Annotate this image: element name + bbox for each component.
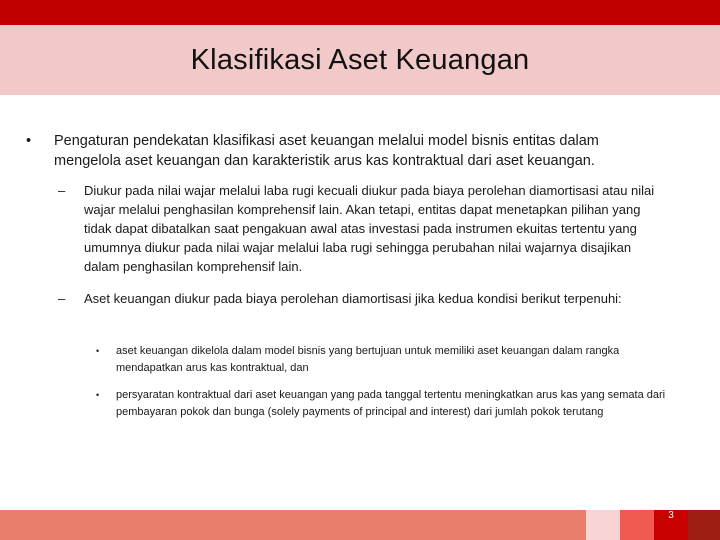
bullet-level2-item bbox=[58, 181, 668, 276]
page-number: 3 bbox=[668, 510, 674, 521]
bullet-marker: • bbox=[96, 346, 100, 356]
bullet-text: Diukur pada nilai wajar melalui laba rugi kecuali diukur pada biaya perolehan diamortisasi atau nilai wajar melalui penghasilan komprehensif lain. Akan tetapi, entitas dapat menetapkan pilihan yang tidak dapat dibatalkan saat pengakuan awal atas investasi pada instrumen ekuitas tertentu yang umumnya diukur pada nilai wajar melalui laba rugi sehingga perubahan nilai wajarnya disajikan dalam penghasilan komprehensif lain. bbox=[84, 183, 655, 274]
bullet-text: persyaratan kontraktual dari aset keuangan yang pada tanggal tertentu meningkatkan arus kas yang semata dari pembayaran pokok dan bunga (solely payments of principal and interest) dari jumlah pokok terutang bbox=[116, 389, 666, 418]
footer-square-dark bbox=[688, 510, 720, 540]
footer-square-light bbox=[586, 510, 620, 540]
footer-square-medium bbox=[620, 510, 654, 540]
slide-title: Klasifikasi Aset Keuangan bbox=[190, 43, 530, 76]
bullet-text: aset keuangan dikelola dalam model bisnis yang bertujuan untuk memiliki aset keuangan dalam rangka mendapatkan arus kas kontraktual, dan bbox=[116, 345, 620, 374]
top-accent-bar bbox=[0, 0, 720, 25]
title-band bbox=[0, 25, 720, 95]
bullet-text: Pengaturan pendekatan klasifikasi aset keuangan melalui model bisnis entitas dalam mengelola aset keuangan dan karakteristik arus kas kontraktual dari aset keuangan. bbox=[54, 133, 599, 169]
bullet-level3-item bbox=[96, 387, 666, 421]
bullet-text: Aset keuangan diukur pada biaya perolehan diamortisasi jika kedua kondisi berikut terpenuhi: bbox=[84, 291, 622, 306]
dash-marker: – bbox=[58, 291, 66, 306]
bullet-marker: • bbox=[96, 390, 100, 400]
bullet-marker: • bbox=[26, 133, 32, 149]
bullet-level3-item bbox=[96, 343, 666, 377]
bullet-level1 bbox=[26, 131, 666, 171]
bullet-level2-item bbox=[58, 289, 668, 308]
dash-marker: – bbox=[58, 183, 66, 198]
